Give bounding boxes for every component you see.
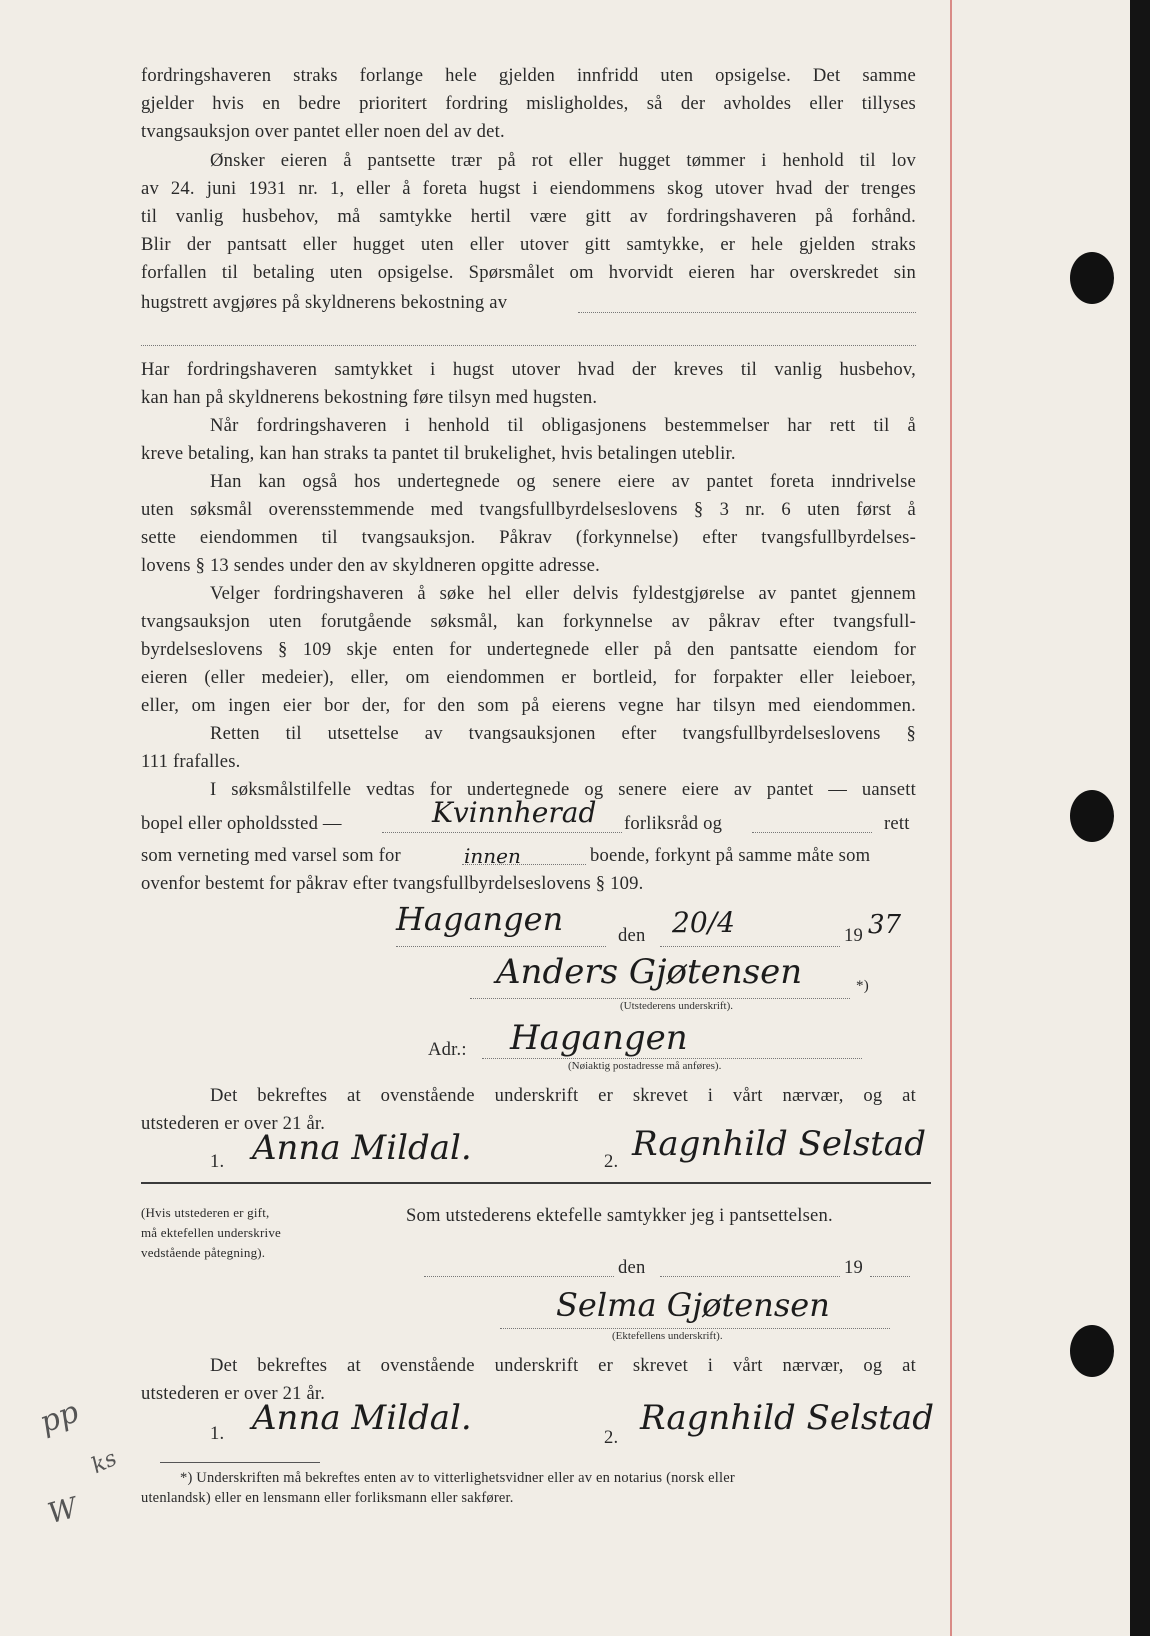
handwritten-place: Hagangen bbox=[396, 900, 564, 938]
address-caption: (Nøiaktig postadresse må anføres). bbox=[568, 1060, 722, 1072]
witness-number: 2. bbox=[604, 1427, 619, 1448]
text-line: Velger fordringshaveren å søke hel eller delvis fyldestgjørelse av pantet gjennem bbox=[210, 583, 916, 604]
footnote-marker: *) bbox=[856, 978, 869, 994]
text-line: Det bekreftes at ovenstående underskrift er skrevet i vårt nærvær, og at bbox=[210, 1355, 916, 1376]
footnote-rule bbox=[160, 1462, 320, 1463]
text-line: sette eiendommen til tvangsauksjon. Påkrav (forkynnelse) efter tvangsfullbyrdelses- bbox=[141, 527, 916, 548]
text-line: bopel eller opholdssted — bbox=[141, 813, 342, 834]
witness-number: 2. bbox=[604, 1151, 619, 1172]
punch-hole bbox=[1070, 1325, 1114, 1377]
blank-line bbox=[578, 312, 916, 313]
blank-line bbox=[424, 1276, 614, 1277]
witness-signature: Anna Mildal. bbox=[252, 1398, 472, 1438]
text-line: tvangsauksjon over pantet eller noen del av det. bbox=[141, 121, 505, 142]
spouse-signature: Selma Gjøtensen bbox=[556, 1286, 830, 1324]
text-line: eller, om ingen eier bor der, for den som på eierens vegne har tilsyn med eiendommen. bbox=[141, 695, 916, 716]
text-line: som verneting med varsel som for bbox=[141, 845, 401, 866]
margin-pencil-mark: W bbox=[44, 1490, 81, 1531]
blank-line bbox=[752, 832, 872, 833]
spouse-note-line: må ektefellen underskrive bbox=[141, 1225, 281, 1240]
margin-rule bbox=[950, 0, 952, 1636]
witness-signature: Ragnhild Selstad bbox=[640, 1398, 934, 1438]
text-line: Når fordringshaveren i henhold til obligasjonens bestemmelser har rett til å bbox=[210, 415, 916, 436]
text-line: den bbox=[618, 925, 646, 946]
footnote-line: utenlandsk) eller en lensmann eller forliksmann eller sakfører. bbox=[141, 1490, 514, 1506]
spouse-caption: (Ektefellens underskrift). bbox=[612, 1330, 723, 1342]
blank-line bbox=[396, 946, 606, 947]
blank-line bbox=[482, 1058, 862, 1059]
margin-pencil-mark: ks bbox=[87, 1445, 121, 1480]
spouse-note-line: vedstående påtegning). bbox=[141, 1245, 266, 1260]
text-line: den bbox=[618, 1257, 646, 1278]
text-line: tvangsauksjon uten forutgående søksmål, kan forkynnelse av påkrav efter tvangsfull- bbox=[141, 611, 916, 632]
handwritten-date: 20/4 bbox=[672, 906, 735, 939]
divider bbox=[141, 1182, 931, 1184]
text-line: til vanlig husbehov, må samtykke hertil være gitt av fordringshaveren på forhånd. bbox=[141, 206, 916, 227]
text-line: Retten til utsettelse av tvangsauksjonen efter tvangsfullbyrdelseslovens § bbox=[210, 723, 916, 744]
text-line: uten søksmål overensstemmende med tvangsfullbyrdelseslovens § 3 nr. 6 uten først å bbox=[141, 499, 916, 520]
blank-line bbox=[382, 832, 622, 833]
margin-pencil-mark: pp bbox=[35, 1394, 84, 1441]
text-line: 111 frafalles. bbox=[141, 751, 241, 772]
text-line: lovens § 13 sendes under den av skyldneren opgitte adresse. bbox=[141, 555, 600, 576]
text-line: eieren (eller medeier), eller, om eiendommen er bortleid, for forpakter eller leieboer, bbox=[141, 667, 916, 688]
blank-line bbox=[660, 1276, 840, 1277]
text-line: Han kan også hos undertegnede og senere eiere av pantet foreta inndrivelse bbox=[210, 471, 916, 492]
address-label: Adr.: bbox=[428, 1039, 467, 1060]
text-line: hugstrett avgjøres på skyldnerens bekostning av bbox=[141, 292, 508, 313]
text-line: utstederen er over 21 år. bbox=[141, 1383, 326, 1404]
footnote-line: *) Underskriften må bekreftes enten av to vitterlighetsvidner eller av en notarius (norsk eller bbox=[180, 1470, 735, 1486]
handwritten-address: Hagangen bbox=[510, 1018, 688, 1058]
text-line: I søksmålstilfelle vedtas for undertegnede og senere eiere av pantet — uansett bbox=[210, 779, 916, 800]
text-line: kan han på skyldnerens bekostning føre tilsyn med hugsten. bbox=[141, 387, 598, 408]
witness-number: 1. bbox=[210, 1151, 225, 1172]
text-line: boende, forkynt på samme måte som bbox=[590, 845, 871, 866]
text-line: byrdelseslovens § 109 skje enten for undertegnede eller på den pantsatte eiendom for bbox=[141, 639, 916, 660]
blank-line bbox=[462, 864, 586, 865]
spouse-note-line: (Hvis utstederen er gift, bbox=[141, 1205, 270, 1220]
text-line: rett bbox=[884, 813, 910, 834]
text-line: av 24. juni 1931 nr. 1, eller å foreta hugst i eiendommens skog utover hvad der trenges bbox=[141, 178, 916, 199]
text-line: kreve betaling, kan han straks ta pantet til brukelighet, hvis betalingen uteblir. bbox=[141, 443, 736, 464]
text-line: Det bekreftes at ovenstående underskrift er skrevet i vårt nærvær, og at bbox=[210, 1085, 916, 1106]
punch-hole bbox=[1070, 790, 1114, 842]
spouse-consent: Som utstederens ektefelle samtykker jeg i pantsettelsen. bbox=[406, 1205, 833, 1226]
text-line: Ønsker eieren å pantsette trær på rot eller hugget tømmer i henhold til lov bbox=[210, 150, 916, 171]
blank-line bbox=[660, 946, 840, 947]
text-line: ovenfor bestemt for påkrav efter tvangsfullbyrdelseslovens § 109. bbox=[141, 873, 644, 894]
handwritten-year: 37 bbox=[868, 910, 902, 940]
signature-line bbox=[470, 998, 850, 999]
text-line: forliksråd og bbox=[624, 813, 723, 834]
text-line: forfallen til betaling uten opsigelse. Spørsmålet om hvorvidt eieren har overskredet sin bbox=[141, 262, 916, 283]
handwritten-forliksrad: Kvinnherad bbox=[432, 796, 597, 829]
text-line: utstederen er over 21 år. bbox=[141, 1113, 326, 1134]
witness-signature: Ragnhild Selstad bbox=[632, 1124, 926, 1164]
witness-number: 1. bbox=[210, 1423, 225, 1444]
text-line: 19 bbox=[844, 925, 863, 946]
signature-line bbox=[500, 1328, 890, 1329]
issuer-signature: Anders Gjøtensen bbox=[496, 952, 803, 992]
witness-signature: Anna Mildal. bbox=[252, 1128, 472, 1168]
text-line: gjelder hvis en bedre prioritert fordring misligholdes, så der avholdes eller tillyses bbox=[141, 93, 916, 114]
text-line: 19 bbox=[844, 1257, 863, 1278]
issuer-caption: (Utstederens underskrift). bbox=[620, 1000, 734, 1012]
text-line: fordringshaveren straks forlange hele gjelden innfridd uten opsigelse. Det samme bbox=[141, 65, 916, 86]
blank-line bbox=[870, 1276, 910, 1277]
punch-hole bbox=[1070, 252, 1114, 304]
handwritten-innen: innen bbox=[464, 844, 521, 868]
text-line: Blir der pantsatt eller hugget uten eller utover gitt samtykke, er hele gjelden straks bbox=[141, 234, 916, 255]
blank-line bbox=[141, 345, 916, 346]
text-line: Har fordringshaveren samtykket i hugst utover hvad der kreves til vanlig husbehov, bbox=[141, 359, 916, 380]
